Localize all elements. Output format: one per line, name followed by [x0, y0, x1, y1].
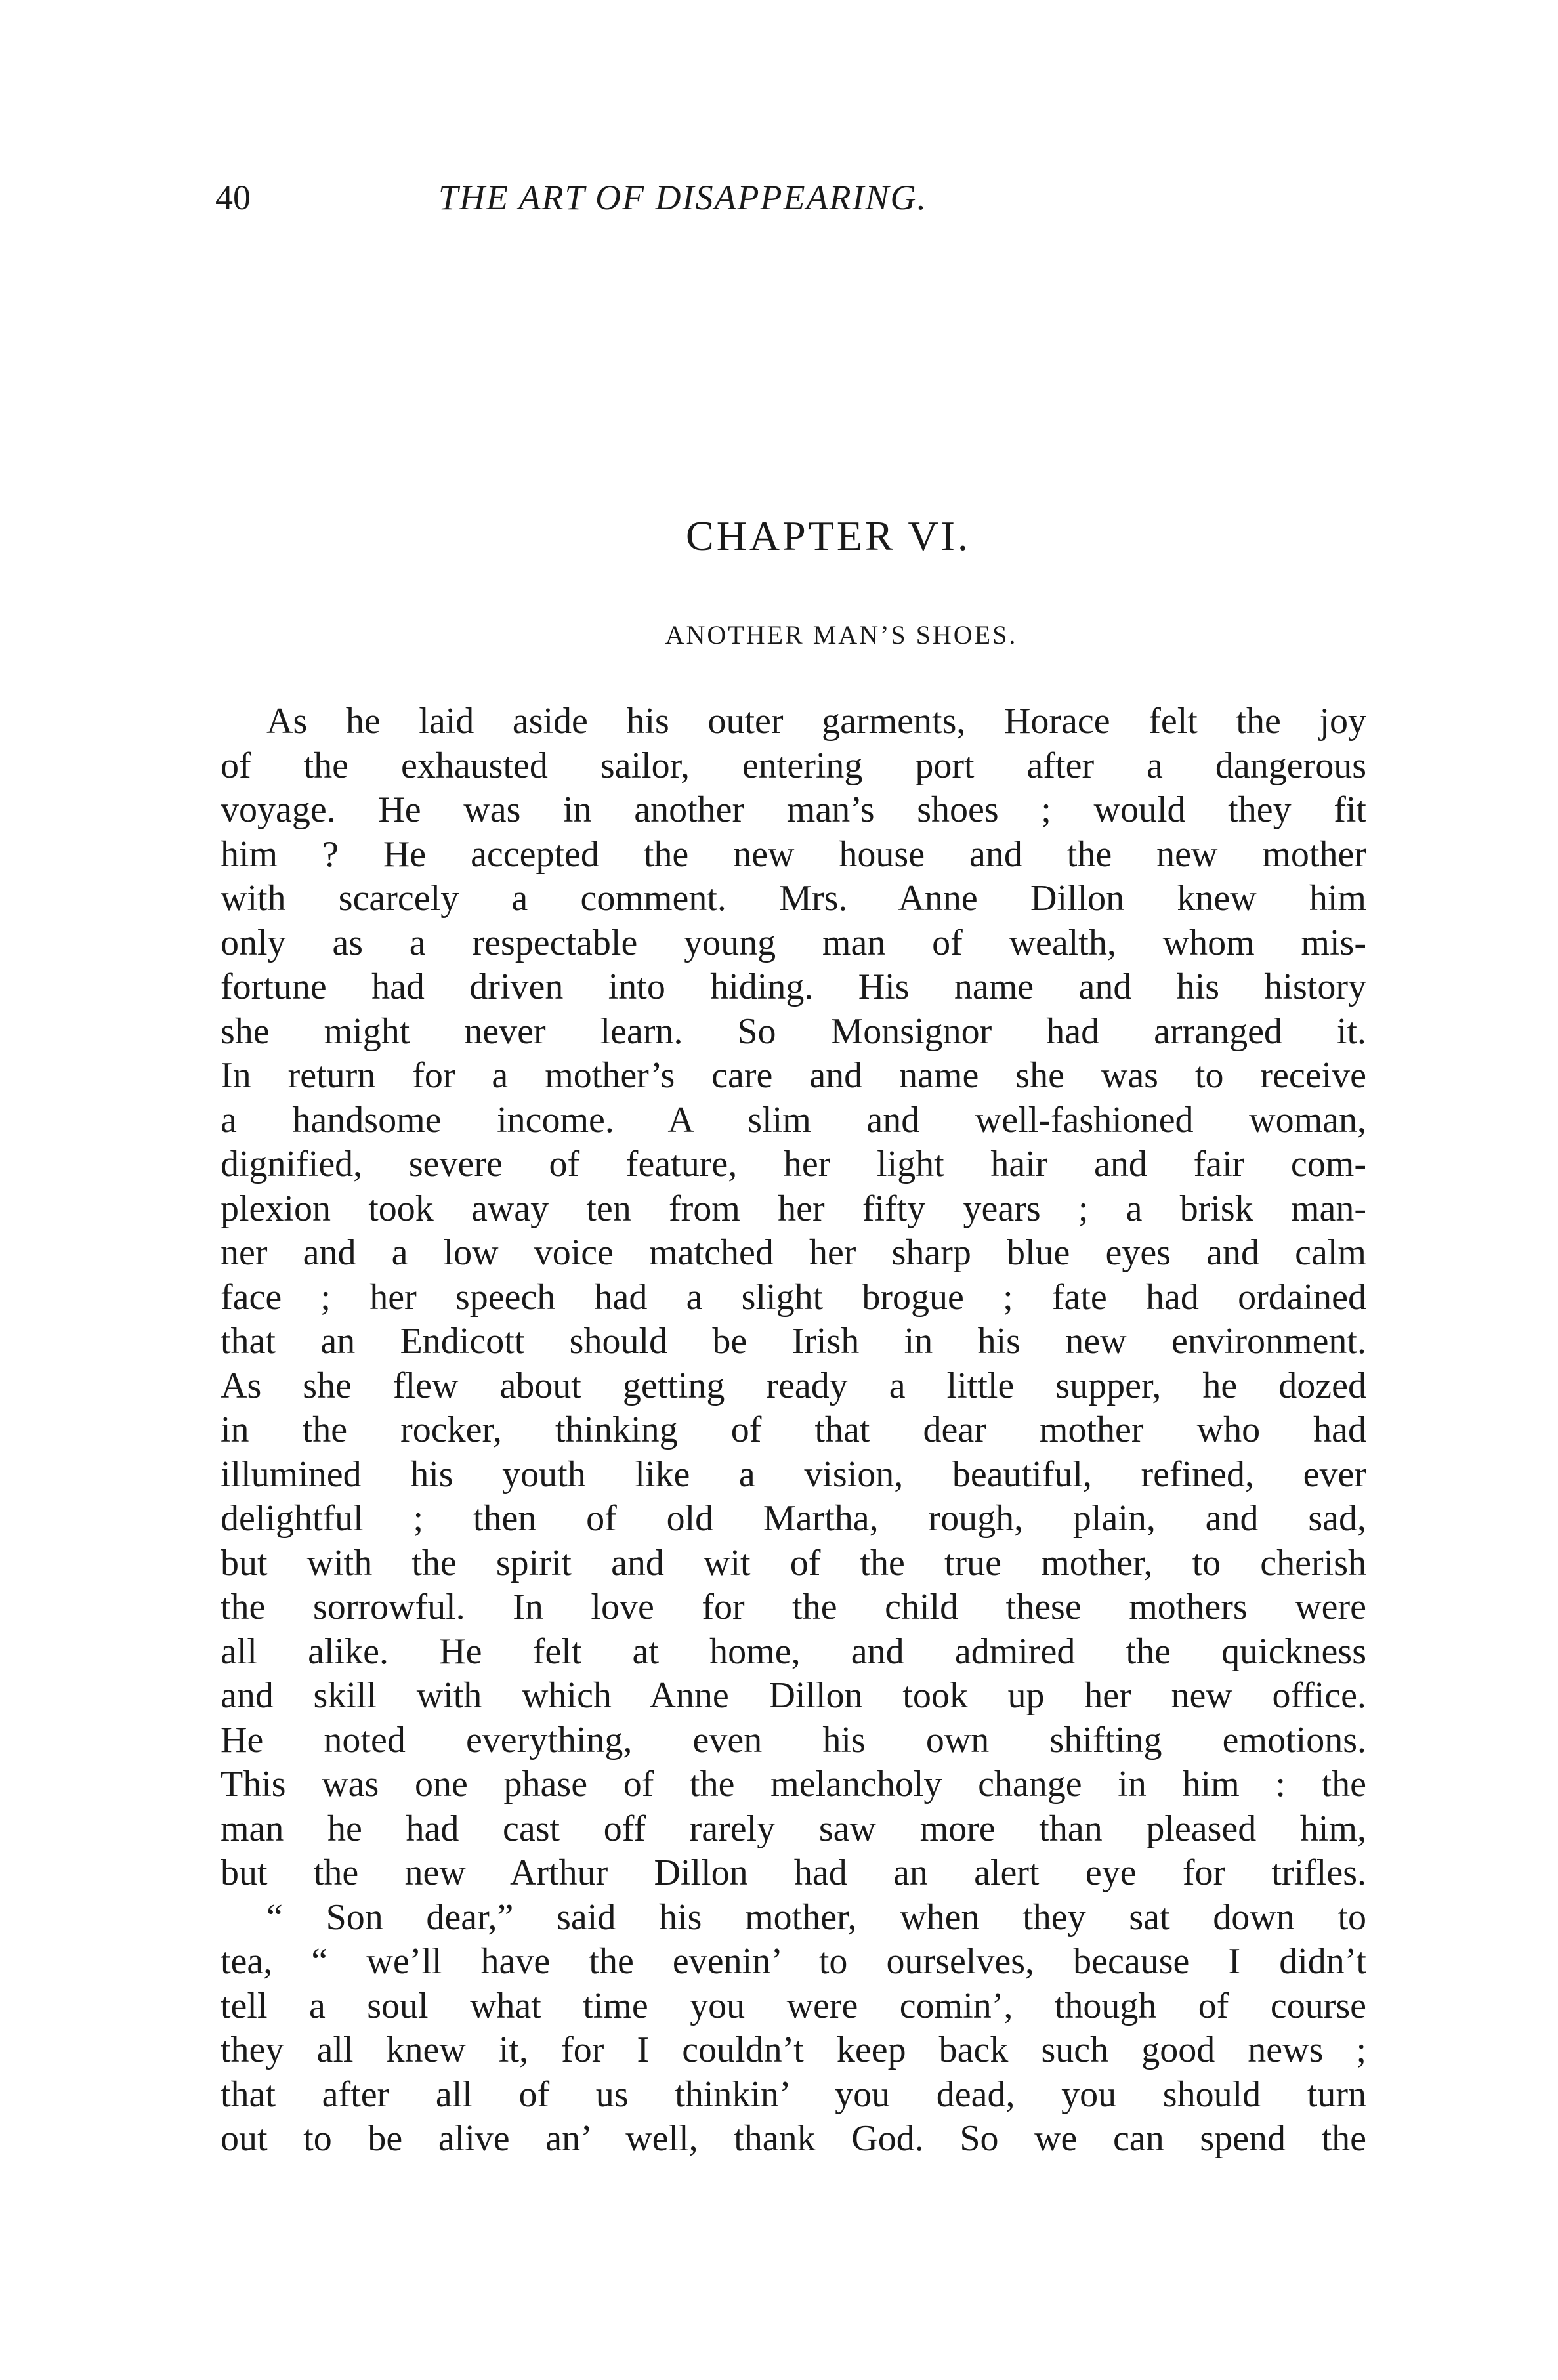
text-line: the sorrowful. In love for the child these mothers were [221, 1587, 1366, 1627]
text-line: face ; her speech had a slight brogue ; fate had ordained [221, 1276, 1366, 1318]
text-line: illumined his youth like a vision, beautiful, refined, ever [221, 1453, 1366, 1495]
text-line: only as a respectable young man of wealth, whom mis- [221, 922, 1366, 963]
text-line: tea, “ we’ll have the evenin’ to ourselves, because I didn’t [221, 1941, 1366, 1982]
text-line: but the new Arthur Dillon had an alert eye for trifles. [221, 1852, 1366, 1893]
text-line: In return for a mother’s care and name she was to receive [221, 1055, 1366, 1096]
page-number: 40 [215, 178, 251, 217]
text-line: voyage. He was in another man’s shoes ; would they fit [221, 789, 1366, 830]
text-line: but with the spirit and wit of the true mother, to cherish [221, 1542, 1366, 1583]
chapter-title: CHAPTER VI. [686, 512, 971, 559]
text-line: delightful ; then of old Martha, rough, plain, and sad, [221, 1498, 1366, 1539]
text-line: of the exhausted sailor, entering port after a dangerous [221, 745, 1366, 786]
text-line: As she flew about getting ready a little supper, he dozed [221, 1365, 1366, 1406]
text-line: she might never learn. So Monsignor had arranged it. [221, 1011, 1366, 1052]
text-line: and skill with which Anne Dillon took up her new office. [221, 1675, 1366, 1716]
text-line: a handsome income. A slim and well-fashioned woman, [221, 1099, 1366, 1140]
text-line: As he laid aside his outer garments, Horace felt the joy [266, 701, 1366, 741]
text-line: in the rocker, thinking of that dear mother who had [221, 1409, 1366, 1450]
text-line: him ? He accepted the new house and the new mother [221, 833, 1366, 875]
text-line: man he had cast off rarely saw more than pleased him, [221, 1808, 1366, 1849]
text-line: that after all of us thinkin’ you dead, you should turn [221, 2074, 1366, 2115]
text-line: dignified, severe of feature, her light hair and fair com- [221, 1144, 1366, 1184]
text-line: that an Endicott should be Irish in his new environment. [221, 1321, 1366, 1362]
text-line: with scarcely a comment. Mrs. Anne Dillon knew him [221, 878, 1366, 919]
text-line: out to be alive an’ well, thank God. So we can spend the [221, 2118, 1366, 2159]
chapter-subtitle: ANOTHER MAN’S SHOES. [665, 620, 1018, 650]
text-line: all alike. He felt at home, and admired the quickness [221, 1631, 1366, 1672]
text-line: This was one phase of the melancholy change in him : the [221, 1764, 1366, 1805]
body-text [221, 699, 1366, 2161]
text-line: ner and a low voice matched her sharp blue eyes and calm [221, 1232, 1366, 1273]
text-line: tell a soul what time you were comin’, though of course [221, 1985, 1366, 2026]
text-line: they all knew it, for I couldn’t keep back such good news ; [221, 2030, 1366, 2070]
text-line: He noted everything, even his own shifting emotions. [221, 1719, 1366, 1761]
text-line: plexion took away ten from her fifty years ; a brisk man- [221, 1188, 1366, 1229]
text-line: fortune had driven into hiding. His name and his history [221, 967, 1366, 1007]
text-line: “ Son dear,” said his mother, when they sat down to [266, 1896, 1366, 1938]
running-title: THE ART OF DISAPPEARING. [438, 178, 927, 217]
